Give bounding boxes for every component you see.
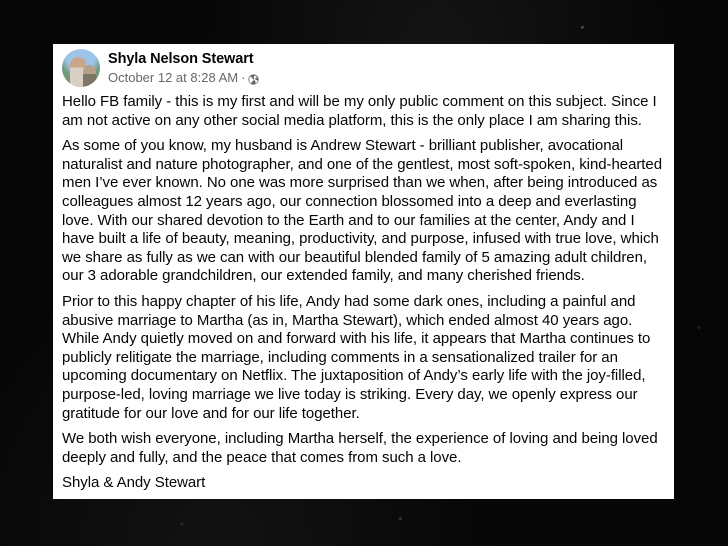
post-header-text [108, 50, 259, 86]
post-header [62, 48, 259, 88]
author-avatar[interactable] [62, 49, 100, 87]
avatar-person-right [83, 65, 96, 87]
globe-icon[interactable] [248, 72, 259, 83]
author-name[interactable]: Shyla Nelson Stewart [108, 51, 254, 67]
facebook-post-card [53, 44, 674, 499]
post-body [62, 93, 668, 500]
post-paragraph: We both wish everyone, including Martha herself, the experience of loving and being loved deeply and fully, and the peace that comes from such a love. [62, 430, 658, 466]
post-signature: Shyla & Andy Stewart [62, 474, 206, 492]
meta-separator: · [241, 70, 246, 85]
post-paragraph: Prior to this happy chapter of his life, Andy had some dark ones, including a painful and abusive marriage to Martha (as in, Martha Stewart), which ended almost 40 years ago. While Andy quietly moved on and forward with his life, it appears that Martha continues to publicly relitigate the marriage, including comments in a sensationalized trailer for an upcoming documentary on Netflix. The juxtaposition of Andy’s early life with the joy-filled, purpose-led, loving marriage we live today is striking. Every day, we openly express our gratitude for our love and for our life together. [62, 292, 651, 422]
post-paragraph: As some of you know, my husband is Andrew Stewart - brilliant publisher, avocational naturalist and nature photographer, and one of the gentlest, most soft-spoken, kind-hearted men I’ve ever known. No one was more surprised than we when, after being introduced as colleagues almost 12 years ago, our connection blossomed into a deep and everlasting love. With our shared devotion to the Earth and to our families at the center, Andy and I have built a life of beauty, meaning, productivity, and purpose, infused with true love, which we share as fully as we can with our beautiful blended family of 5 amazing adult children, our 3 adorable grandchildren, our extended family, and many cherished friends. [62, 137, 663, 285]
post-paragraph: Hello FB family - this is my first and will be my only public comment on this subject. Since I am not active on any other social media platform, this is the only place I am sharing this. [62, 93, 657, 129]
post-meta [108, 69, 259, 86]
post-timestamp[interactable]: October 12 at 8:28 AM [108, 70, 239, 85]
